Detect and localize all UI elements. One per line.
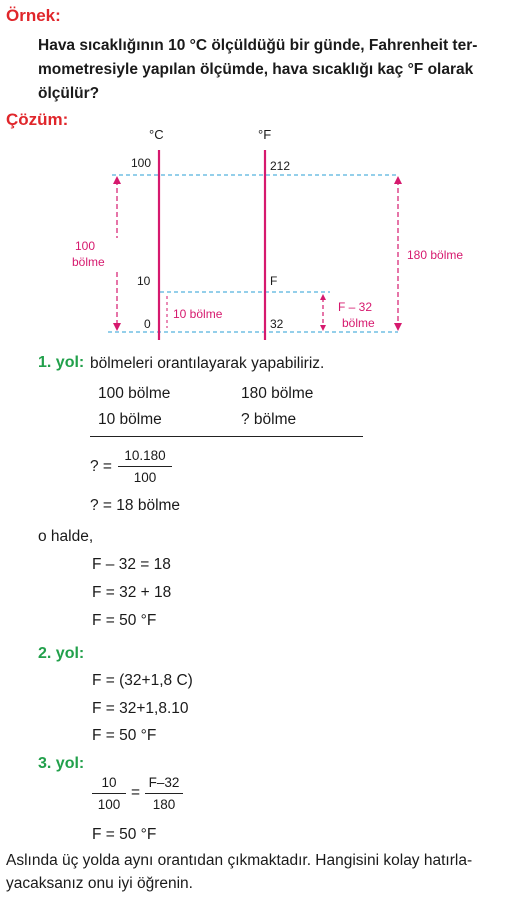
therefore-text: o halde, xyxy=(38,528,94,545)
method2-step-3: F = 50 °F xyxy=(92,727,157,744)
method1-eq-lhs: ? = xyxy=(90,458,112,475)
method1-label: 1. yol: xyxy=(38,354,85,371)
conclusion-line-1: Aslında üç yolda aynı orantıdan çıkmaktadır. Hangisini kolay hatırla- xyxy=(6,852,473,869)
method3-left-numerator: 10 xyxy=(92,775,126,794)
small-arrow-down xyxy=(320,325,326,331)
small-right-span-bottom: bölme xyxy=(342,316,375,330)
method2-step-1: F = (32+1,8 C) xyxy=(92,672,193,689)
method3-fraction-left xyxy=(92,775,126,812)
left-arrow-up xyxy=(113,176,121,184)
question-line-2: mometresiyle yapılan ölçümde, hava sıcaklığı kaç °F olarak xyxy=(38,61,474,78)
question-line-1: Hava sıcaklığının 10 °C ölçüldüğü bir günde, Fahrenheit ter- xyxy=(38,37,478,54)
left-span-unit: bölme xyxy=(72,255,105,269)
small-left-span-label: 10 bölme xyxy=(173,307,223,321)
fahrenheit-f-label: F xyxy=(270,274,278,288)
example-label: Örnek: xyxy=(6,6,61,25)
celsius-10-label: 10 xyxy=(137,274,151,288)
method2-label: 2. yol: xyxy=(38,645,85,662)
step1-line-3: F = 50 °F xyxy=(92,612,157,629)
proportion-row2-right: ? bölme xyxy=(241,411,297,428)
proportion-row2-left: 10 bölme xyxy=(98,411,162,428)
left-arrow-down xyxy=(113,323,121,331)
method1-text: bölmeleri orantılayarak yapabiliriz. xyxy=(90,355,325,372)
small-arrow-up xyxy=(320,294,326,300)
celsius-unit-label: °C xyxy=(149,127,164,142)
celsius-100-label: 100 xyxy=(131,156,152,170)
method3-equals: = xyxy=(131,784,141,801)
small-right-span-top: F – 32 xyxy=(338,300,373,314)
fahrenheit-unit-label: °F xyxy=(258,127,272,142)
question-line-3: ölçülür? xyxy=(38,85,100,102)
method3-left-denominator: 100 xyxy=(97,797,121,812)
method1-fraction xyxy=(118,448,172,485)
solution-label: Çözüm: xyxy=(6,110,69,129)
method1-result: ? = 18 bölme xyxy=(90,497,181,514)
fahrenheit-32-label: 32 xyxy=(270,317,284,331)
fahrenheit-212-label: 212 xyxy=(270,159,291,173)
method3-result: F = 50 °F xyxy=(92,826,157,843)
method3-label: 3. yol: xyxy=(38,755,85,772)
step1-line-2: F = 32 + 18 xyxy=(92,584,172,601)
step1-line-1: F – 32 = 18 xyxy=(92,556,171,573)
right-arrow-down xyxy=(394,323,402,331)
method3-right-numerator: F–32 xyxy=(145,775,183,794)
proportion-row1-left: 100 bölme xyxy=(98,385,171,402)
left-span-value: 100 xyxy=(75,239,96,253)
conclusion-line-2: yacaksanız onu iyi öğrenin. xyxy=(6,875,193,892)
method3-fraction-right xyxy=(145,775,183,812)
proportion-row1-right: 180 bölme xyxy=(241,385,314,402)
method2-step-2: F = 32+1,8.10 xyxy=(92,700,189,717)
celsius-0-label: 0 xyxy=(144,317,151,331)
right-span-label: 180 bölme xyxy=(407,248,464,262)
method1-fraction-denominator: 100 xyxy=(133,470,157,485)
method3-right-denominator: 180 xyxy=(152,797,176,812)
right-arrow-up xyxy=(394,176,402,184)
method1-fraction-numerator: 10.180 xyxy=(118,448,172,467)
proportion-divider xyxy=(90,436,363,437)
